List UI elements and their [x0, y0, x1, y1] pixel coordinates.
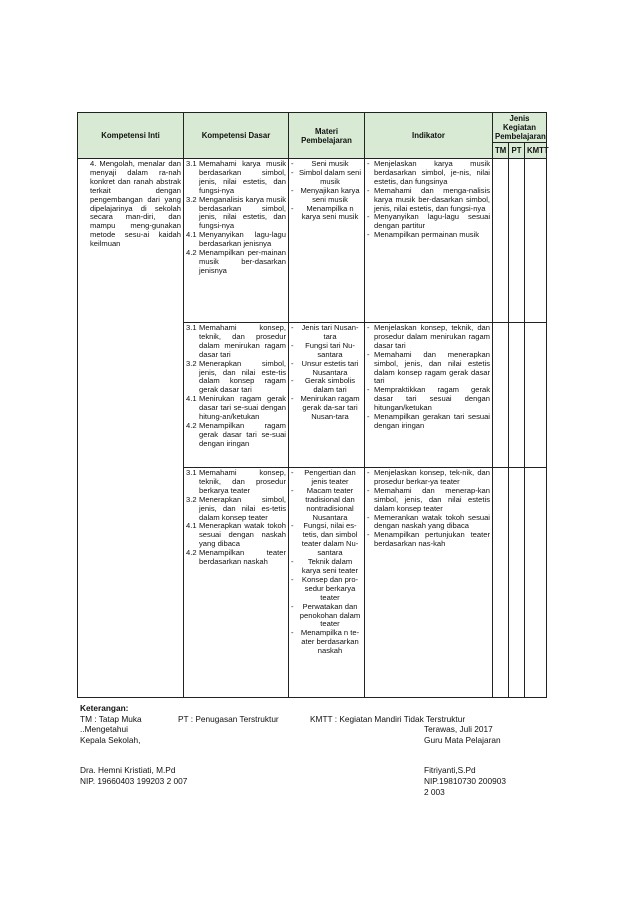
kd-text: Memahami konsep, teknik, dan prosedur berkarya teater [199, 468, 286, 495]
indikator-text: Memerankan watak tokoh sesuai dengan naskah yang dibaca [374, 512, 490, 531]
materi-text: Menampilka n te-ater berdasarkan naskah [300, 628, 360, 656]
materi-text: Unsur estetis tari Nusantara [301, 358, 359, 377]
indikator-text: Memahami dan menerap-kan simbol, jenis, dan nilai estetis dalam konsep teater [374, 485, 490, 513]
materi-item [291, 377, 362, 395]
indikator-text: Menampilkan permainan musik [374, 230, 480, 240]
kd-number: 4.1 [186, 394, 197, 404]
dash-bullet: - [291, 468, 294, 477]
indikator-cell [365, 323, 493, 468]
materi-list [291, 324, 362, 422]
kompetensi-dasar-cell [184, 468, 289, 698]
materi-text: Menampilka n karya seni musik [301, 203, 359, 222]
kd-number: 3.1 [186, 323, 197, 332]
indikator-text: Menyanyikan lagu-lagu sesuai dengan partitur [374, 212, 490, 231]
materi-item [291, 205, 362, 223]
dash-bullet: - [367, 485, 370, 495]
materi-text: Perwatakan dan penokohan dalam teater [299, 601, 361, 629]
header-materi: Materi Pembelajaran [289, 113, 365, 159]
kompetensi-inti-cell [78, 159, 184, 698]
dash-bullet: - [367, 412, 370, 422]
indikator-item [367, 531, 490, 549]
header-kompetensi-inti: Kompetensi Inti [78, 113, 184, 159]
indikator-text: Mempraktikkan ragam gerak dasar tari sesuai dengan hitungan/ketukan [374, 385, 490, 413]
indikator-list [367, 469, 490, 549]
legend-title: Keterangan: [80, 703, 129, 713]
indikator-item [367, 469, 490, 487]
indikator-item [367, 514, 490, 532]
indikator-item [367, 487, 490, 514]
legend-section [80, 703, 510, 797]
materi-item [291, 558, 362, 576]
kd-text: Menampilkan ragam gerak dasar tari se-suai dengan iringan [199, 420, 286, 448]
table-row [78, 159, 547, 323]
tm-cell [493, 468, 509, 698]
left-signatory-name: Dra. Hemni Kristiati, M.Pd [80, 765, 176, 776]
kd-text: Menerapkan simbol, jenis, dan nilai este-tis dalam konsep ragam gerak dasar tari [199, 358, 286, 395]
dash-bullet: - [291, 323, 294, 332]
indikator-item [367, 213, 490, 231]
right-signatory-nip: NIP.19810730 200903 2 003 [424, 775, 506, 797]
dash-bullet: - [291, 203, 294, 213]
kd-list [186, 324, 286, 449]
pt-cell [509, 323, 525, 468]
dash-bullet: - [291, 574, 294, 584]
dash-bullet: - [291, 358, 294, 368]
dash-bullet: - [367, 185, 370, 195]
materi-item [291, 522, 362, 558]
materi-cell [289, 323, 365, 468]
header-tm: TM [493, 143, 509, 159]
materi-text: Teknik dalam karya seni teater [301, 557, 359, 575]
materi-text: Menyajikan karya seni musik [300, 185, 360, 204]
pt-cell [509, 159, 525, 323]
dash-bullet: - [291, 601, 294, 611]
tm-cell [493, 159, 509, 323]
kd-item [186, 249, 286, 276]
dash-bullet: - [367, 159, 370, 168]
kompetensi-dasar-cell [184, 159, 289, 323]
kd-number: 3.2 [186, 358, 197, 368]
indikator-item [367, 351, 490, 387]
dash-bullet: - [367, 512, 370, 522]
right-role: Guru Mata Pelajaran [424, 734, 501, 745]
kd-item [186, 422, 286, 449]
kd-text: Menerapkan simbol, jenis, dan nilai es-tetis dalam konsep teater [199, 494, 286, 522]
syllabus-table [77, 112, 547, 698]
dash-bullet: - [291, 376, 294, 386]
kd-item [186, 549, 286, 567]
materi-item [291, 469, 362, 487]
materi-text: Macam teater tradisional dan nontradisional Nusantara [305, 485, 355, 522]
materi-item [291, 576, 362, 603]
kd-text: Menampilkan teater berdasarkan naskah [199, 548, 286, 567]
indikator-text: Memahami dan menerapkan simbol, jenis, dan nilai estetis dalam konsep ragam gerak dasar tari [374, 349, 490, 386]
kd-text: Menyanyikan lagu-lagu berdasarkan jenisnya [199, 230, 286, 249]
header-kompetensi-dasar: Kompetensi Dasar [184, 113, 289, 159]
kd-text: Menirukan ragam gerak dasar tari se-suai dengan hitung-an/ketukan [199, 394, 286, 422]
kd-number: 3.1 [186, 159, 197, 168]
indikator-item [367, 324, 490, 351]
kd-number: 4.1 [186, 230, 197, 240]
dash-bullet: - [291, 185, 294, 195]
kd-number: 4.2 [186, 548, 197, 558]
indikator-text: Menjelaskan konsep, tek-nik, dan prosedur berkar-ya teater [374, 468, 490, 486]
indikator-item [367, 413, 490, 431]
materi-list [291, 160, 362, 222]
materi-item [291, 487, 362, 523]
kd-item [186, 231, 286, 249]
kd-item [186, 324, 286, 360]
dash-bullet: - [291, 159, 294, 168]
kd-item [186, 522, 286, 549]
kmtt-cell [525, 468, 547, 698]
kd-item [186, 160, 286, 196]
kd-text: Memahami konsep, teknik, dan prosedur dalam menirukan ragam dasar tari [199, 323, 286, 359]
header-kmtt: KMTT [525, 143, 547, 159]
dash-bullet: - [291, 485, 294, 495]
kd-text: Menerapkan watak tokoh sesuai dengan naskah yang dibaca [199, 521, 286, 549]
kd-list [186, 160, 286, 276]
materi-item [291, 187, 362, 205]
materi-cell [289, 159, 365, 323]
dash-bullet: - [291, 394, 294, 404]
kd-text: Menampilkan per-mainan musik ber-dasarkan jenisnya [199, 248, 286, 275]
legend-kmtt: KMTT : Kegiatan Mandiri Tidak Terstruktur [310, 713, 466, 724]
materi-item [291, 342, 362, 360]
header-pt: PT [509, 143, 525, 159]
materi-text: Jenis tari Nusan-tara [301, 323, 359, 341]
dash-bullet: - [367, 385, 370, 395]
kd-number: 3.1 [186, 468, 197, 477]
materi-item [291, 360, 362, 378]
indikator-item [367, 231, 490, 240]
materi-item [291, 169, 362, 187]
kd-text: Menganalisis karya musik berdasarkan simbol, jenis, nilai estetis, dan fungsi-nya [199, 194, 286, 231]
indikator-text: Menjelaskan konsep, teknik, dan prosedur dalam menirukan ragam dasar tari [374, 323, 490, 350]
dash-bullet: - [291, 557, 294, 567]
materi-text: Seni musik [311, 159, 349, 168]
kd-item [186, 469, 286, 496]
kd-item [186, 196, 286, 232]
materi-text: Pengertian dan jenis teater [304, 468, 356, 486]
materi-item [291, 603, 362, 630]
kd-number: 3.2 [186, 194, 197, 204]
header-indikator: Indikator [365, 113, 493, 159]
kd-text: Memahami karya musik berdasarkan simbol, jenis, nilai estetis, dan fungsi-nya [199, 159, 286, 195]
materi-text: Fungsi, nilai es-tetis, dan simbol teater dalam Nu-santara [301, 521, 359, 558]
kmtt-cell [525, 159, 547, 323]
materi-text: Fungsi tari Nu-santara [305, 340, 355, 359]
kompetensi-dasar-cell [184, 323, 289, 468]
kompetensi-inti-text: 4. Mengolah, menalar dan menyaji dalam ra-nah konkret dan ranah abstrak terkait dengan pengembangan dari yang dipelajarinya di sekolah secara man-diri, dan mampu meng-gunakan metode sesu-ai kaidah keilmuan [90, 159, 181, 249]
kd-item [186, 496, 286, 523]
materi-text: Gerak simbolis dalam tari [304, 376, 356, 395]
kd-list [186, 469, 286, 567]
dash-bullet: - [367, 530, 370, 540]
legend-tm: TM : Tatap Muka [80, 713, 142, 724]
left-signatory-nip: NIP. 19660403 199203 2 007 [80, 775, 188, 786]
pt-cell [509, 468, 525, 698]
indikator-text: Menampilkan pertunjukan teater berdasarkan nas-kah [374, 530, 490, 549]
kd-number: 4.1 [186, 521, 197, 531]
dash-bullet: - [367, 323, 370, 332]
dash-bullet: - [291, 521, 294, 531]
dash-bullet: - [367, 349, 370, 359]
kd-item [186, 395, 286, 422]
dash-bullet: - [367, 230, 370, 240]
indikator-text: Memahami dan mengа-nalisis karya musik ber-dasarkan simbol, jenis, nilai estetis, dan fungsi-nya [374, 185, 490, 213]
indikator-item [367, 187, 490, 214]
kd-number: 3.2 [186, 494, 197, 504]
tm-cell [493, 323, 509, 468]
indikator-cell [365, 159, 493, 323]
indikator-text: Menjelaskan karya musik berdasarkan simbol, je-nis, nilai estetis, dan fungsinya [374, 159, 490, 186]
kmtt-cell [525, 323, 547, 468]
left-role: Kepala Sekolah, [80, 734, 141, 745]
materi-item [291, 395, 362, 422]
dash-bullet: - [291, 628, 294, 638]
place-date: Terawas, Juli 2017 [424, 724, 493, 735]
dash-bullet: - [367, 468, 370, 477]
materi-text: Simbol dalam seni musik [298, 167, 362, 186]
materi-text: Menirukan ragam gerak da-sar tari Nusan-tara [300, 394, 360, 422]
materi-item [291, 629, 362, 656]
indikator-list [367, 160, 490, 240]
dash-bullet: - [291, 167, 294, 177]
materi-item [291, 324, 362, 342]
dash-bullet: - [291, 340, 294, 350]
indikator-item [367, 386, 490, 413]
mengetahui-label: ..Mengetahui [80, 724, 128, 735]
kd-number: 4.2 [186, 248, 197, 258]
indikator-item [367, 160, 490, 187]
legend-pt: PT : Penugasan Terstruktur [178, 713, 279, 724]
header-jenis-kegiatan: Jenis Kegiatan Pembelajaran [493, 113, 547, 143]
materi-list [291, 469, 362, 656]
dash-bullet: - [367, 212, 370, 222]
kd-item [186, 360, 286, 396]
right-signatory-name: Fitriyanti,S.Pd [424, 765, 476, 776]
materi-cell [289, 468, 365, 698]
materi-text: Konsep dan pro-sedur berkarya teater [301, 574, 359, 602]
kd-number: 4.2 [186, 420, 197, 430]
indikator-text: Menampilkan gerakan tari sesuai dengan iringan [374, 412, 490, 430]
indikator-cell [365, 468, 493, 698]
indikator-list [367, 324, 490, 431]
